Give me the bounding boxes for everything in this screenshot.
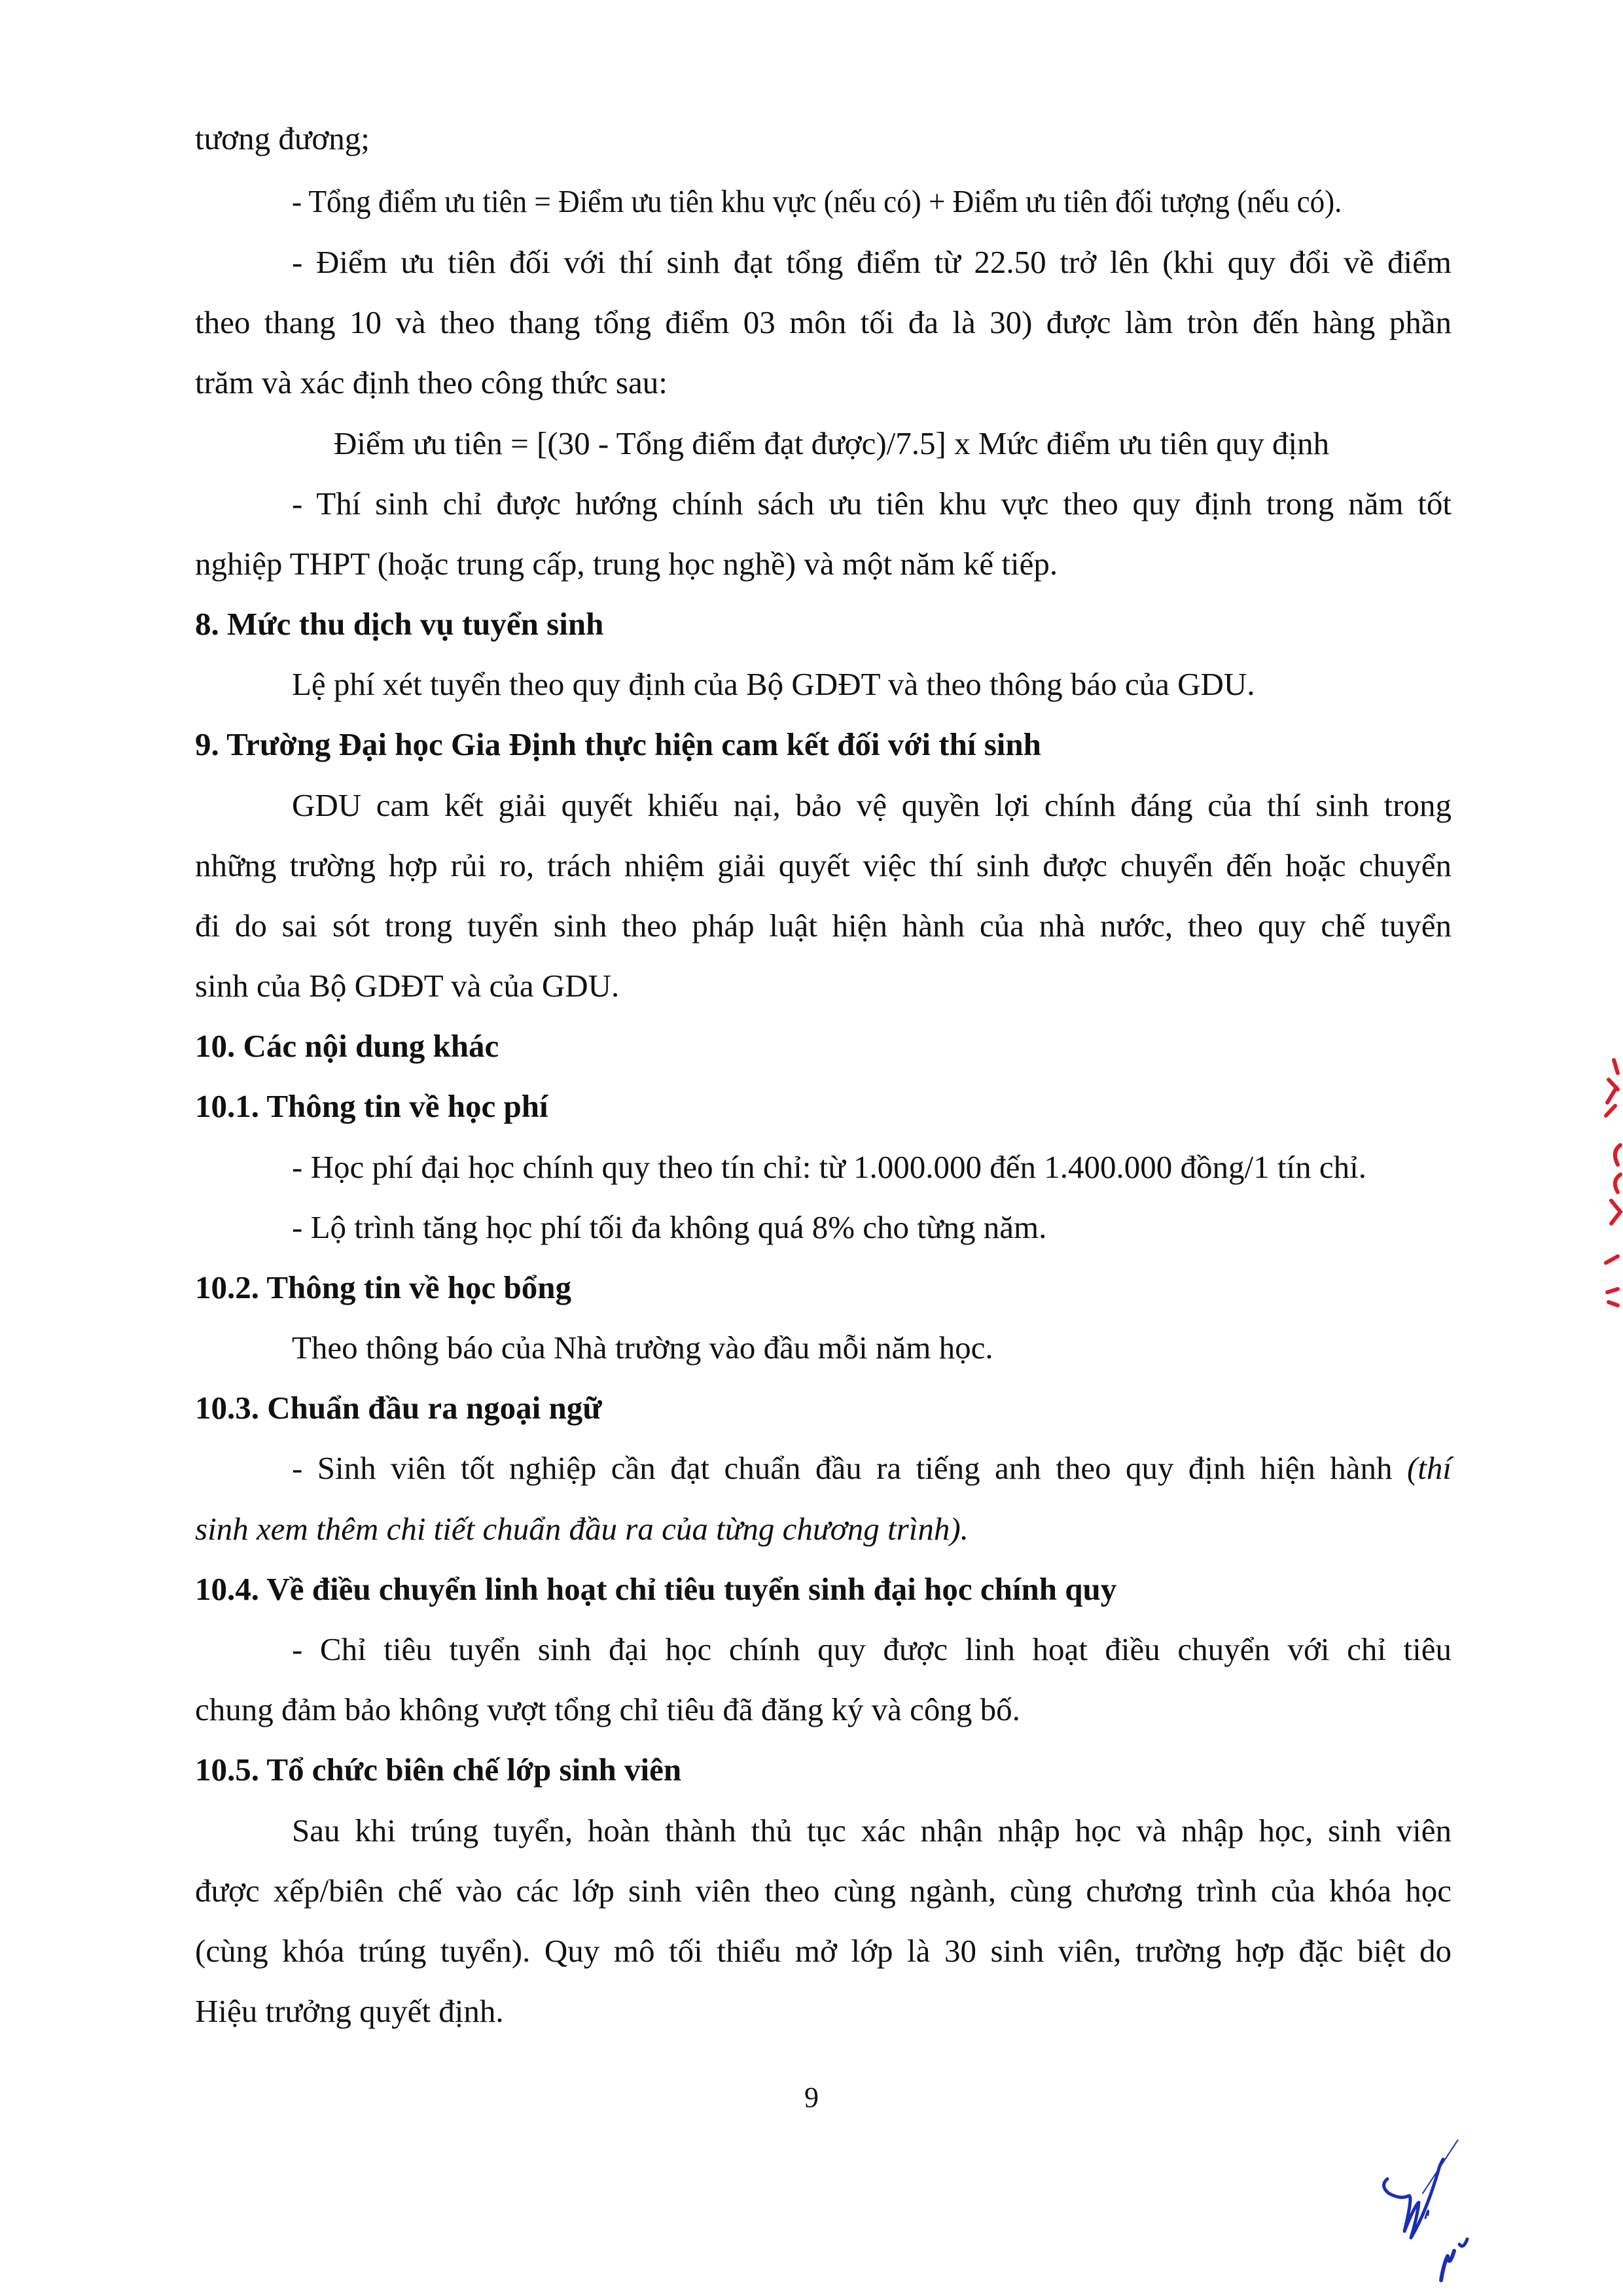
paragraph-line: Lệ phí xét tuyển theo quy định của Bộ GDĐT và theo thông báo của GDU. bbox=[292, 666, 1255, 702]
section-heading-9: 9. Trường Đại học Gia Định thực hiện cam kết đối với thí sinh bbox=[195, 726, 1041, 762]
bullet-line: - Thí sinh chỉ được hướng chính sách ưu tiên khu vực theo quy định trong năm tốt bbox=[292, 486, 1452, 521]
seal-stamp-icon bbox=[1577, 1040, 1623, 1348]
paragraph-line: tương đương; bbox=[195, 120, 370, 156]
paragraph-line: Theo thông báo của Nhà trường vào đầu mỗi năm học. bbox=[292, 1330, 993, 1366]
paragraph-line: những trường hợp rủi ro, trách nhiệm giải quyết việc thí sinh được chuyển đến hoặc chuyển bbox=[195, 847, 1452, 883]
paragraph-line: (cùng khóa trúng tuyển). Quy mô tối thiểu mở lớp là 30 sinh viên, trường hợp đặc biệt do bbox=[195, 1933, 1452, 1969]
signature-initials-icon bbox=[1381, 2140, 1551, 2290]
paragraph-line: được xếp/biên chế vào các lớp sinh viên theo cùng ngành, cùng chương trình của khóa học bbox=[195, 1873, 1452, 1909]
section-heading-8: 8. Mức thu dịch vụ tuyển sinh bbox=[195, 606, 604, 642]
paragraph-line: sinh của Bộ GDĐT và của GDU. bbox=[195, 968, 620, 1004]
paragraph-line: Sau khi trúng tuyển, hoàn thành thủ tục xác nhận nhập học và nhập học, sinh viên bbox=[292, 1812, 1452, 1848]
bullet-text: - Tổng điểm ưu tiên = Điểm ưu tiên khu vực (nếu có) + Điểm ưu tiên đối tượng (nếu có). bbox=[292, 183, 1342, 219]
bullet-line: - Điểm ưu tiên đối với thí sinh đạt tổng điểm từ 22.50 trở lên (khi quy đổi về điểm bbox=[292, 244, 1452, 280]
bullet-line: - Chỉ tiêu tuyển sinh đại học chính quy được linh hoạt điều chuyển với chỉ tiêu bbox=[292, 1631, 1452, 1667]
bullet-line: - Học phí đại học chính quy theo tín chỉ: từ 1.000.000 đến 1.400.000 đồng/1 tín chỉ. bbox=[292, 1149, 1366, 1185]
italic-note: (thí bbox=[1406, 1450, 1452, 1486]
subsection-heading-10-4: 10.4. Về điều chuyển linh hoạt chỉ tiêu tuyển sinh đại học chính quy bbox=[195, 1571, 1117, 1607]
page-number: 9 bbox=[804, 2081, 819, 2113]
paragraph-line: chung đảm bảo không vượt tổng chỉ tiêu đã đăng ký và công bố. bbox=[195, 1691, 1020, 1727]
paragraph-line: GDU cam kết giải quyết khiếu nại, bảo vệ quyền lợi chính đáng của thí sinh trong bbox=[292, 787, 1452, 823]
paragraph-line: theo thang 10 và theo thang tổng điểm 03 môn tối đa là 30) được làm tròn đến hàng phần bbox=[195, 304, 1452, 340]
bullet-line bbox=[292, 182, 1452, 221]
subsection-heading-10-3: 10.3. Chuẩn đầu ra ngoại ngữ bbox=[195, 1390, 602, 1426]
subsection-heading-10-5: 10.5. Tổ chức biên chế lớp sinh viên bbox=[195, 1752, 682, 1788]
italic-note-line: sinh xem thêm chi tiết chuẩn đầu ra của từng chương trình). bbox=[195, 1511, 969, 1547]
bullet-text: - Sinh viên tốt nghiệp cần đạt chuẩn đầu ra tiếng anh theo quy định hiện hành bbox=[292, 1450, 1393, 1486]
subsection-heading-10-2: 10.2. Thông tin về học bổng bbox=[195, 1269, 571, 1305]
paragraph-line: trăm và xác định theo công thức sau: bbox=[195, 364, 668, 400]
bullet-line: - Lộ trình tăng học phí tối đa không quá 8% cho từng năm. bbox=[292, 1209, 1047, 1245]
subsection-heading-10-1: 10.1. Thông tin về học phí bbox=[195, 1088, 548, 1124]
paragraph-line: Hiệu trưởng quyết định. bbox=[195, 1993, 504, 2029]
section-heading-10: 10. Các nội dung khác bbox=[195, 1028, 499, 1064]
bullet-line bbox=[292, 1449, 1452, 1488]
paragraph-line: nghiệp THPT (hoặc trung cấp, trung học nghề) và một năm kế tiếp. bbox=[195, 546, 1058, 582]
formula-line: Điểm ưu tiên = [(30 - Tổng điểm đạt được)/7.5] x Mức điểm ưu tiên quy định bbox=[334, 425, 1330, 461]
paragraph-line: đi do sai sót trong tuyển sinh theo pháp luật hiện hành của nhà nước, theo quy chế tuyển bbox=[195, 908, 1452, 944]
